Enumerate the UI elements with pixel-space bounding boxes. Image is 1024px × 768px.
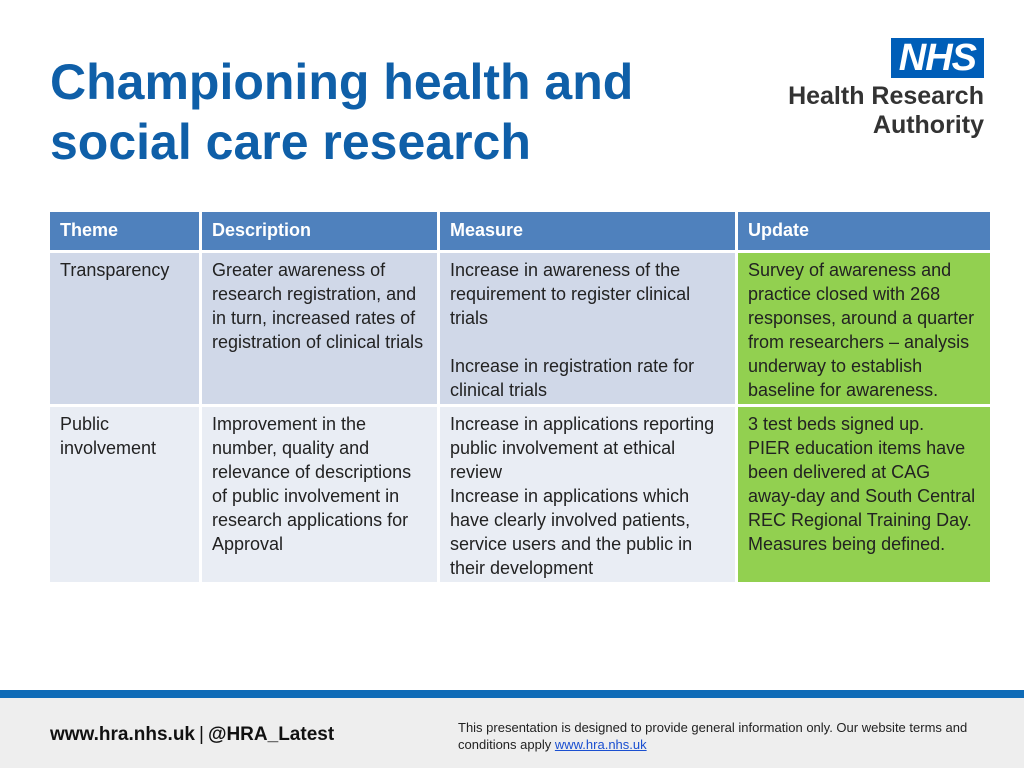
cell-measure [440,253,735,404]
update-item: Measures being defined. [748,534,946,554]
page-title [50,52,690,172]
cell-description: Greater awareness of research registration, and in turn, increased rates of registration of clinical trials [202,253,437,404]
disclaimer-text: This presentation is designed to provide general information only. Our website terms and conditions apply [458,720,968,752]
header-update: Update [738,212,990,250]
research-themes-table [47,209,993,585]
header-description: Description [202,212,437,250]
measure-item: Increase in applications reporting public involvement at ethical review [450,414,715,482]
cell-update: Survey of awareness and practice closed with 268 responses, around a quarter from researchers – analysis underway to establish baseline for awareness. [738,253,990,404]
logo-text-line-1: Health Research [788,82,984,110]
nhs-hra-logo [774,38,984,140]
title-line-2: social care research [50,114,531,170]
update-item: 3 test beds signed up. [748,414,925,434]
footer-divider-bar [0,690,1024,698]
table-row [50,407,990,582]
cell-update [738,407,990,582]
measure-item: Increase in awareness of the requirement to register clinical trials [450,260,691,328]
header-theme: Theme [50,212,199,250]
disclaimer-link[interactable]: www.hra.nhs.uk [554,737,647,752]
footer-separator: | [199,724,204,745]
cell-theme: Public involvement [50,407,199,582]
header-measure: Measure [440,212,735,250]
footer [0,698,1024,768]
measure-item: Increase in applications which have clearly involved patients, service users and the public in their development [450,486,693,578]
footer-contact [50,724,334,746]
measure-item: Increase in registration rate for clinical trials [450,356,695,400]
cell-description: Improvement in the number, quality and relevance of descriptions of public involvement in research applications for Approval [202,407,437,582]
table-header-row [50,212,990,250]
cell-theme: Transparency [50,253,199,404]
update-item: PIER education items have been delivered at CAG away-day and South Central REC Regional Training Day. [748,438,976,530]
footer-disclaimer [458,719,998,753]
footer-twitter-handle: @HRA_Latest [207,724,335,745]
table-row [50,253,990,404]
logo-text-line-2: Authority [872,111,984,139]
nhs-logo-badge: NHS [891,38,984,78]
footer-website: www.hra.nhs.uk [50,724,195,745]
title-line-1: Championing health and [50,54,634,110]
cell-measure [440,407,735,582]
